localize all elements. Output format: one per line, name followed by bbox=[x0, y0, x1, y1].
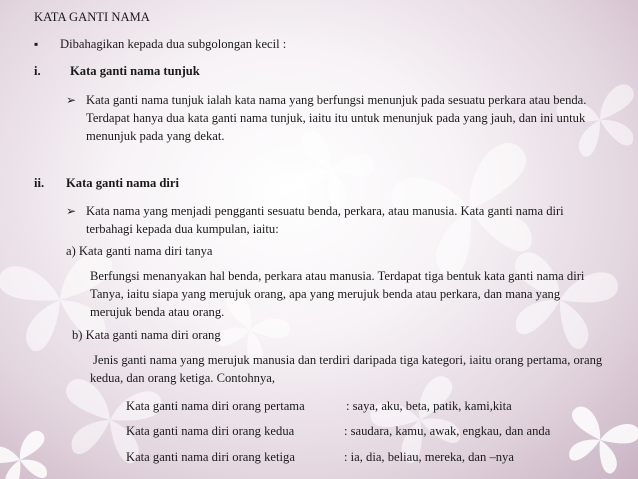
example-value: : saya, aku, beta, patik, kami,kita bbox=[346, 399, 512, 413]
sub-b-body: Jenis ganti nama yang merujuk manusia dan terdiri daripada tiga kategori, iaitu orang pertama, orang kedua, dan orang ketiga. Contohnya, bbox=[90, 353, 603, 385]
section-i-heading: Kata ganti nama tunjuk bbox=[70, 64, 200, 78]
slide-title: KATA GANTI NAMA bbox=[34, 10, 150, 24]
example-label: Kata ganti nama diri orang pertama bbox=[126, 399, 305, 413]
example-value: : ia, dia, beliau, mereka, dan –nya bbox=[344, 450, 514, 464]
example-value: : saudara, kamu, awak, engkau, dan anda bbox=[344, 424, 551, 438]
section-ii-numeral: ii. bbox=[34, 176, 45, 190]
sub-a-label: a) Kata ganti nama diri tanya bbox=[66, 244, 213, 258]
intro-text: Dibahagikan kepada dua subgolongan kecil : bbox=[60, 37, 287, 51]
sub-b-label: b) Kata ganti nama diri orang bbox=[72, 328, 221, 342]
arrow-bullet-icon: ➢ bbox=[66, 204, 77, 218]
section-i-body: Kata ganti nama tunjuk ialah kata nama yang berfungsi menunjuk pada sesuatu perkara atau benda. Terdapat hanya dua kata ganti nama tunjuk, iaitu itu untuk menunjuk pada yang jauh, dan ini untuk menunjuk pada yang dekat. bbox=[86, 93, 587, 143]
example-label: Kata ganti nama diri orang ketiga bbox=[126, 450, 295, 464]
square-bullet-icon: ▪ bbox=[34, 37, 39, 51]
arrow-bullet-icon: ➢ bbox=[66, 93, 77, 107]
section-ii-body: Kata nama yang menjadi pengganti sesuatu benda, perkara, atau manusia. Kata ganti nama diri terbahagi kepada dua kumpulan, iaitu: bbox=[86, 204, 564, 236]
section-i-numeral: i. bbox=[34, 64, 41, 78]
section-ii-heading: Kata ganti nama diri bbox=[66, 176, 179, 190]
example-label: Kata ganti nama diri orang kedua bbox=[126, 424, 295, 438]
sub-a-body: Berfungsi menanyakan hal benda, perkara atau manusia. Terdapat tiga bentuk kata ganti nama diri Tanya, iaitu siapa yang merujuk orang, apa yang merujuk benda atau perkara, dan mana yang merujuk benda atau orang. bbox=[90, 269, 585, 319]
